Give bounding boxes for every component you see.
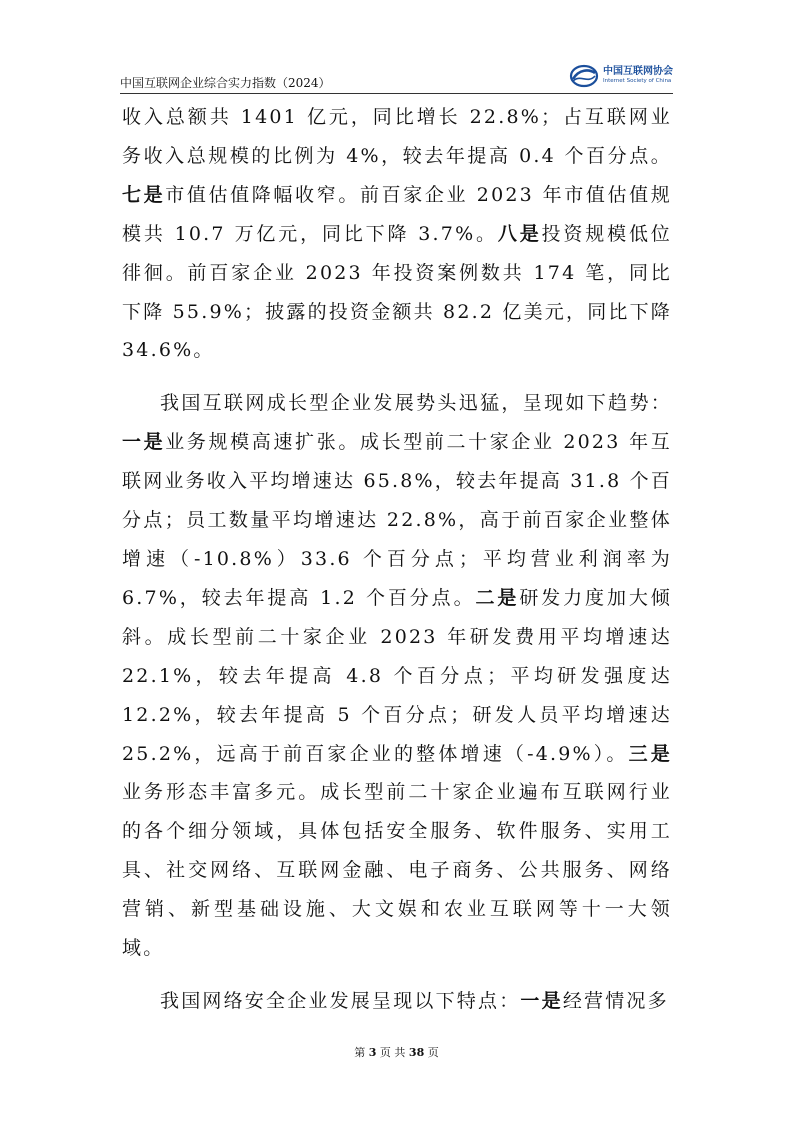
page-number: 3 [368,1046,377,1059]
logo-english-name: Internet Society of China [603,78,672,85]
body-text [122,98,672,1035]
p1-text-1: 收入总额共 1401 亿元，同比增长 22.8%；占互联网业务收入总规模的比例为 4%，较去年提高 0.4 个百分点。 [122,106,672,167]
page-total: 38 [408,1046,425,1059]
header-divider [120,93,673,94]
logo-chinese-name: 中国互联网协会 [603,66,673,78]
document-title: 中国互联网企业综合实力指数（2024） [120,76,331,90]
paragraph-3 [122,982,672,1021]
globe-logo-icon [569,64,599,88]
p1-bold-1: 七是 [122,183,166,206]
isc-logo [569,62,673,90]
p2-text-3: 研发力度加大倾斜。成长型前二十家企业 2023 年研发费用平均增速达 22.1%，较去年提高 4.8 个百分点；平均研发强度达 12.2%，较去年提高 5 个百分点；研发人员平均增速达 25.2%，远高于前百家企业的整体增速（-4.9%）。 [122,586,672,765]
paragraph-1 [122,98,672,370]
paragraph-2 [122,384,672,968]
p1-text-2: 市值估值降幅收窄。前百家企业 2023 年市值估值规模共 10.7 万亿元，同比下降 3.7%。 [122,183,672,245]
p3-text-1: 我国网络安全企业发展呈现以下特点： [160,989,521,1012]
page-header [120,62,673,92]
p1-bold-2: 八是 [497,222,542,245]
p3-text-2: 经营情况多 [562,989,669,1012]
page-footer [0,1044,793,1060]
p2-bold-1: 一是 [122,431,166,454]
p2-text-2: 业务规模高速扩张。成长型前二十家企业 2023 年互联网业务收入平均增速达 65.8%，较去年提高 31.8 个百分点；员工数量平均增速达 22.8%，高于前百家企业整体增速（-10.8%）33.6 个百分点；平均营业利润率为 6.7%，较去年提高 1.2 个百分点。 [122,431,672,609]
p2-bold-2: 二是 [475,586,520,609]
footer-prefix: 第 [354,1046,369,1059]
footer-suffix: 页 [424,1046,439,1059]
p3-bold-1: 一是 [520,989,563,1012]
p1-text-3: 投资规模低位徘徊。前百家企业 2023 年投资案例数共 174 笔，同比下降 55.9%；披露的投资金额共 82.2 亿美元，同比下降 34.6%。 [122,222,672,362]
footer-middle: 页 共 [376,1046,409,1059]
p2-text-1: 我国互联网成长型企业发展势头迅猛，呈现如下趋势： [160,392,672,415]
p2-text-4: 业务形态丰富多元。成长型前二十家企业遍布互联网行业的各个细分领域，具体包括安全服务、软件服务、实用工具、社交网络、互联网金融、电子商务、公共服务、网络营销、新型基础设施、大文娱和农业互联网等十一大领域。 [122,781,672,960]
p2-bold-3: 三是 [628,742,672,765]
